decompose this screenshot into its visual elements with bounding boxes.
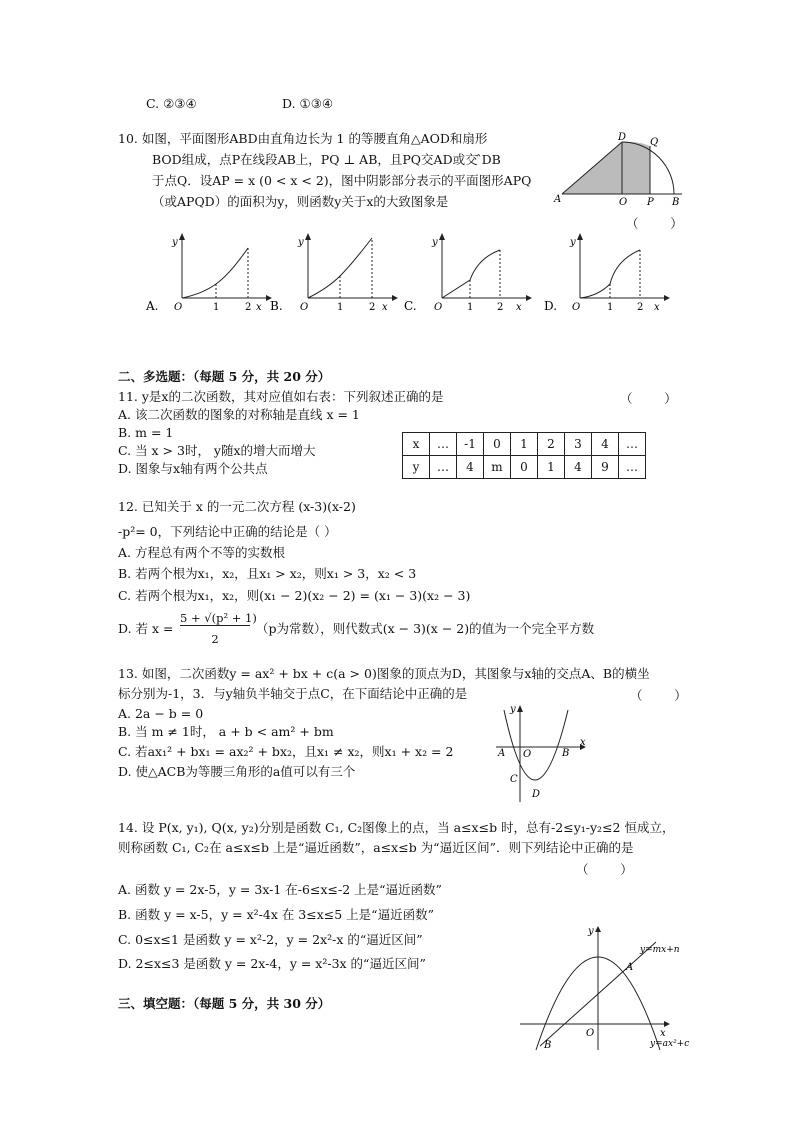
q10-option-a-graph — [142, 228, 272, 316]
q11-option-a: A. 该二次函数的图象的对称轴是直线 x = 1 — [118, 407, 360, 422]
svg-text:1: 1 — [213, 302, 220, 313]
svg-text:O: O — [300, 302, 309, 313]
q10-stem-line1: 10. 如图，平面图形ABD由直角边长为 1 的等腰直角△AOD和扇形 — [118, 131, 488, 146]
table-cell: … — [619, 433, 646, 456]
table-cell: 2 — [538, 433, 565, 456]
q14-option-a: A. 函数 y = 2x-5，y = 3x-1 在-6≤x≤-2 上是“逼近函数” — [118, 882, 442, 897]
svg-text:2: 2 — [637, 302, 644, 313]
q14-option-d: D. 2≤x≤3 是函数 y = 2x-4，y = x²-3x 的“逼近区间” — [118, 956, 426, 971]
fig-label-d: D — [618, 132, 627, 143]
table-cell: … — [430, 456, 457, 479]
section3-title: 三、填空题：（每题 5 分，共 30 分） — [118, 996, 331, 1011]
q10-stem-line2: BOD组成，点P在线段AB上，PQ ⊥ AB，且PQ交AD或交 ̂DB — [152, 152, 501, 167]
q11-value-table — [402, 432, 646, 479]
q10-option-b-graph — [268, 228, 398, 316]
svg-text:B: B — [544, 1040, 552, 1051]
q11-option-d: D. 图象与x轴有两个公共点 — [118, 461, 268, 476]
svg-text:y=ax²+c: y=ax²+c — [650, 1039, 690, 1049]
svg-text:O: O — [434, 302, 443, 313]
q9-option-d: D. ①③④ — [282, 96, 334, 111]
table-cell: 4 — [592, 433, 619, 456]
svg-text:y: y — [172, 237, 178, 248]
svg-text:A: A — [626, 962, 634, 973]
svg-text:x: x — [654, 302, 660, 313]
fig-label-p: P — [647, 197, 654, 208]
table-cell: 1 — [538, 456, 565, 479]
q13-answer-paren: （ ） — [630, 688, 687, 703]
svg-text:O: O — [586, 1028, 595, 1039]
q11-stem: 11. y是x的二次函数，其对应值如右表：下列叙述正确的是 — [118, 389, 444, 404]
table-row-x — [403, 433, 646, 456]
table-cell: 4 — [457, 456, 484, 479]
q11-option-b: B. m = 1 — [118, 425, 174, 440]
svg-text:y: y — [298, 237, 304, 248]
table-cell: -1 — [457, 433, 484, 456]
svg-text:x: x — [256, 302, 262, 313]
q10-stem-line3: 于点Q．设AP = x (0 < x < 2)，图中阴影部分表示的平面图形APQ — [152, 173, 532, 188]
svg-text:y: y — [570, 237, 576, 248]
table-cell: … — [619, 456, 646, 479]
q10-stem-line4: （或APQD）的面积为y，则函数y关于x的大致图象是 — [152, 194, 449, 209]
q10-option-c-graph — [402, 228, 532, 316]
svg-text:2: 2 — [497, 302, 504, 313]
q9-option-c: C. ②③④ — [146, 96, 197, 111]
svg-text:1: 1 — [607, 302, 614, 313]
svg-text:x: x — [660, 1028, 666, 1039]
svg-text:x: x — [580, 737, 586, 748]
table-cell: y — [403, 456, 430, 479]
svg-text:1: 1 — [467, 302, 474, 313]
q11-answer-paren: （ ） — [620, 391, 677, 406]
svg-text:A: A — [498, 748, 506, 759]
svg-text:1: 1 — [337, 302, 344, 313]
table-cell: 0 — [511, 456, 538, 479]
q12-stem-line1: 12. 已知关于 x 的一元二次方程 (x-3)(x-2) — [118, 499, 356, 514]
q12-option-b: B. 若两个根为x₁，x₂，且x₁ > x₂，则x₁ > 3，x₂ < 3 — [118, 566, 417, 581]
fig-label-o: O — [619, 197, 628, 208]
table-cell: 0 — [484, 433, 511, 456]
svg-text:x: x — [382, 302, 388, 313]
table-cell: 9 — [592, 456, 619, 479]
q12-option-d-suffix: （p为常数），则代数式(x − 3)(x − 2)的值为一个完全平方数 — [256, 621, 595, 636]
q13-figure — [492, 700, 592, 804]
q13-stem-line2: 标分别为-1，3．与y轴负半轴交于点C，在下面结论中正确的是 — [118, 686, 468, 701]
table-cell: … — [430, 433, 457, 456]
svg-text:C: C — [510, 774, 518, 785]
table-cell: 1 — [511, 433, 538, 456]
q13-option-a: A. 2a − b = 0 — [118, 706, 204, 721]
q14-stem-line2: 则称函数 C₁, C₂在 a≤x≤b 上是“逼近函数”，a≤x≤b 为“逼近区间”．则下列结论中正确的是 — [118, 840, 634, 855]
q10-option-d-label: D. — [544, 299, 558, 313]
q10-option-c-label: C. — [404, 299, 417, 313]
svg-text:y: y — [510, 704, 516, 715]
svg-text:O: O — [174, 302, 183, 313]
svg-text:y: y — [432, 237, 438, 248]
q14-figure — [516, 924, 694, 1052]
svg-text:O: O — [572, 302, 581, 313]
q10-option-d-graph — [540, 228, 670, 316]
q10-figure — [552, 132, 692, 208]
fig-label-a: A — [554, 194, 562, 205]
svg-text:B: B — [562, 748, 570, 759]
q10-answer-paren: （ ） — [626, 216, 683, 231]
q11-option-c: C. 当 x > 3时， y随x的增大而增大 — [118, 443, 316, 458]
svg-text:x: x — [516, 302, 522, 313]
q13-option-c: C. 若ax₁² + bx₁ = ax₂² + bx₂，且x₁ ≠ x₂，则x₁ + x₂ = 2 — [118, 744, 454, 759]
svg-text:2: 2 — [369, 302, 376, 313]
svg-text:O: O — [523, 749, 532, 760]
q13-option-d: D. 使△ACB为等腰三角形的a值可以有三个 — [118, 764, 356, 779]
q12-option-c: C. 若两个根为x₁，x₂，则(x₁ − 2)(x₂ − 2) = (x₁ − 3)(x₂ − 3) — [118, 588, 471, 603]
q14-answer-paren: （ ） — [576, 862, 633, 877]
q14-option-c: C. 0≤x≤1 是函数 y = x²-2，y = 2x²-x 的“逼近区间” — [118, 932, 423, 947]
q14-stem-line1: 14. 设 P(x, y₁), Q(x, y₂)分别是函数 C₁, C₂图像上的点，当 a≤x≤b 时，总有-2≤y₁-y₂≤2 恒成立， — [118, 820, 675, 835]
q12-option-a: A. 方程总有两个不等的实数根 — [118, 545, 285, 560]
section2-title: 二、多选题：（每题 5 分，共 20 分） — [118, 369, 331, 384]
svg-text:y=mx+n: y=mx+n — [640, 945, 680, 955]
table-cell: m — [484, 456, 511, 479]
q12-fraction-denominator: 2 — [211, 632, 219, 646]
q10-option-b-label: B. — [270, 299, 283, 313]
fig-label-q: Q — [650, 137, 659, 148]
q12-fraction-numerator: 5 + √(p² + 1) — [180, 611, 257, 625]
q13-option-b: B. 当 m ≠ 1时， a + b < am² + bm — [118, 724, 334, 739]
fig-label-b: B — [672, 197, 680, 208]
q10-option-a-label: A. — [146, 299, 159, 313]
q14-option-b: B. 函数 y = x-5，y = x²-4x 在 3≤x≤5 上是“逼近函数” — [118, 907, 434, 922]
q12-option-d-prefix: D. 若 x = — [118, 621, 174, 636]
table-cell: 4 — [565, 456, 592, 479]
svg-text:D: D — [532, 789, 541, 800]
table-cell: x — [403, 433, 430, 456]
q12-stem-line2: -p²= 0，下列结论中正确的结论是（ ） — [118, 524, 337, 539]
table-row-y — [403, 456, 646, 479]
svg-text:2: 2 — [245, 302, 252, 313]
svg-text:y: y — [588, 926, 594, 937]
table-cell: 3 — [565, 433, 592, 456]
q13-stem-line1: 13. 如图，二次函数y = ax² + bx + c(a > 0)图象的顶点为D，其图象与x轴的交点A、B的横坐 — [118, 666, 650, 681]
